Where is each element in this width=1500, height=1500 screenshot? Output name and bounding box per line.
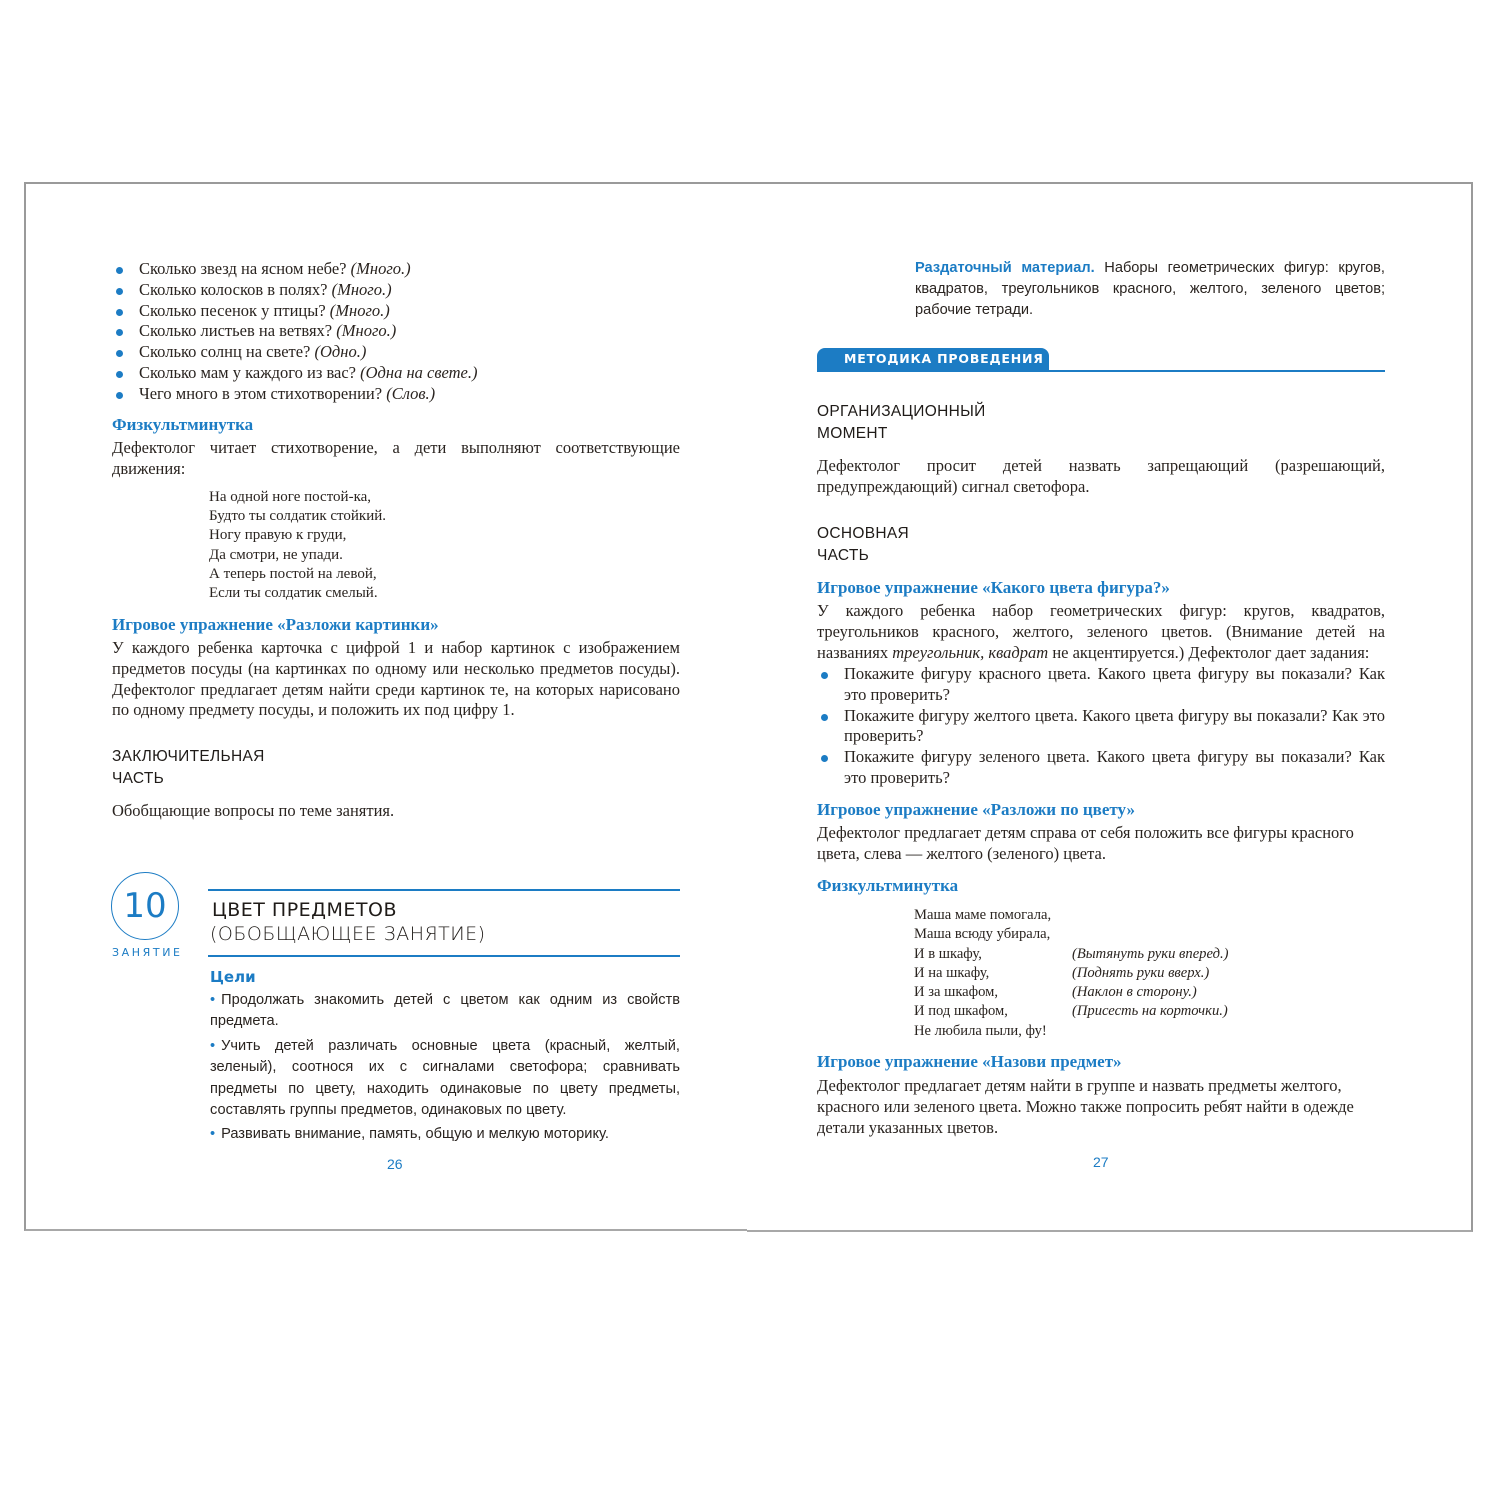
heading-line: ОСНОВНАЯ: [817, 525, 909, 542]
questions-list: [112, 259, 692, 405]
poem-left: [209, 488, 386, 603]
task-item: Покажите фигуру желтого цвета. Какого цвета фигуру вы показали? Как это проверить?: [817, 706, 1385, 748]
exercise-heading: Игровое упражнение «Разложи картинки»: [112, 615, 439, 634]
poem-line: И под шкафом, (Присесть на корточки.): [914, 1003, 1228, 1020]
question-item: Сколько звезд на ясном небе? (Много.): [112, 259, 692, 280]
heading-line: ЧАСТЬ: [112, 770, 165, 787]
exercise2-heading: Игровое упражнение «Разложи по цвету»: [817, 800, 1135, 819]
heading-line: ЗАКЛЮЧИТЕЛЬНАЯ: [112, 748, 265, 765]
poem-line: Маша всюду убирала,: [914, 926, 1051, 943]
handout-label: Раздаточный материал.: [915, 260, 1095, 276]
goal-item: • Продолжать знакомить детей с цветом как одним из свойств предмета.: [210, 992, 680, 1030]
exercise1-text: У каждого ребенка набор геометрических фигур: кругов, квадратов, треугольников красного, желтого, зеленого цветов. (Внимание детей на названиях треугольник, квадрат не акцентируется.) Дефектолог дает задания:: [817, 601, 1385, 662]
poem-right: [914, 906, 1228, 1041]
question-item: Сколько колосков в полях? (Много.): [112, 280, 692, 301]
exercise-text: У каждого ребенка карточка с цифрой 1 и набор картинок с изображением предметов посуды (на картинках по одному или несколько предметов посуды). Дефектолог предлагает детям найти среди картинок те, на которых нарисовано по одному предмету посуды, и положить их под цифру 1.: [112, 638, 680, 720]
poem-line: И за шкафом, (Наклон в сторону.): [914, 984, 1197, 1001]
org-moment-heading: [817, 401, 986, 445]
tasks-list: [817, 664, 1385, 789]
poem-line: Да смотри, не упади.: [209, 546, 343, 563]
question-item: Сколько листьев на ветвях? (Много.): [112, 321, 692, 342]
lesson-title: ЦВЕТ ПРЕДМЕТОВ: [212, 899, 398, 921]
poem-line: Маша маме помогала,: [914, 907, 1052, 923]
goal-item: • Учить детей различать основные цвета (красный, желтый, зеленый), соотнося их с сигналами светофора; сравнивать предметы по цвету, находить одинаковые по цвету предметы, составлять группы предметов, одинаковых по цвету.: [210, 1037, 680, 1119]
heading-line: ОРГАНИЗАЦИОННЫЙ: [817, 403, 986, 420]
question-item: Сколько мам у каждого из вас? (Одна на свете.): [112, 363, 692, 384]
heading-line: ЧАСТЬ: [817, 547, 870, 564]
question-item: Чего много в этом стихотворении? (Слов.): [112, 384, 692, 405]
question-item: Сколько песенок у птицы? (Много.): [112, 301, 692, 322]
fizminutka-heading-left: Физкультминутка: [112, 415, 254, 434]
question-item: Сколько солнц на свете? (Одно.): [112, 342, 692, 363]
poem-line: Не любила пыли, фу!: [914, 1022, 1047, 1039]
task-item: Покажите фигуру зеленого цвета. Какого цвета фигуру вы показали? Как это проверить?: [817, 747, 1385, 789]
method-tab-label: МЕТОДИКА ПРОВЕДЕНИЯ: [844, 351, 1044, 366]
poem-line: Если ты солдатик смелый.: [209, 585, 378, 602]
poem-line: Будто ты солдатик стойкий.: [209, 508, 387, 525]
poem-line: Ногу правую к груди,: [209, 527, 347, 544]
handout-text: Наборы геометрических фигур: кругов, квадратов, треугольников красного, желтого, зеленого цветов; рабочие тетради.: [915, 260, 1385, 318]
goals-list: [210, 990, 680, 1146]
poem-line: И в шкафу, (Вытянуть руки вперед.): [914, 945, 1229, 962]
poem-line: А теперь постой на левой,: [209, 565, 377, 582]
exercise2-text: Дефектолог предлагает детям справа от себя положить все фигуры красного цвета, слева — желтого (зеленого) цвета.: [817, 823, 1354, 863]
task-item: Покажите фигуру красного цвета. Какого цвета фигуру вы показали? Как это проверить?: [817, 664, 1385, 706]
main-part-heading: [817, 523, 909, 567]
exercise3-text: Дефектолог предлагает детям найти в группе и назвать предметы желтого, красного или зеленого цвета. Можно также попросить ребят найти в одежде детали указанных цветов.: [817, 1076, 1354, 1137]
org-moment-text: Дефектолог просит детей назвать запрещающий (разрешающий, предупреждающий) сигнал светофора.: [817, 456, 1385, 496]
poem-line: На одной ноге постой-ка,: [209, 489, 372, 505]
goals-heading: Цели: [210, 968, 256, 986]
exercise3-heading: Игровое упражнение «Назови предмет»: [817, 1052, 1122, 1071]
poem-line: И на шкафу, (Поднять руки вверх.): [914, 964, 1210, 981]
handout-paragraph: [915, 258, 1385, 320]
page-number-left: 26: [387, 1156, 403, 1172]
title-bottom-rule: [208, 955, 680, 957]
fizminutka-intro: Дефектолог читает стихотворение, а дети выполняют соответствующие движения:: [112, 438, 680, 478]
method-rule: [817, 370, 1385, 372]
method-tab: [817, 348, 1049, 370]
lesson-number-circle: [111, 872, 179, 940]
lesson-subtitle: (ОБОБЩАЮЩЕЕ ЗАНЯТИЕ): [210, 923, 486, 945]
goal-item: • Развивать внимание, память, общую и мелкую моторику.: [210, 1126, 609, 1143]
lesson-label: ЗАНЯТИЕ: [112, 946, 183, 959]
lesson-number: 10: [123, 886, 167, 926]
page-number-right: 27: [1093, 1154, 1109, 1170]
fizminutka-heading-right: Физкультминутка: [817, 876, 959, 895]
final-part-heading: [112, 746, 265, 790]
final-part-text: Обобщающие вопросы по теме занятия.: [112, 801, 395, 820]
exercise1-heading: Игровое упражнение «Какого цвета фигура?»: [817, 578, 1170, 597]
heading-line: МОМЕНТ: [817, 425, 888, 442]
title-top-rule: [208, 889, 680, 891]
